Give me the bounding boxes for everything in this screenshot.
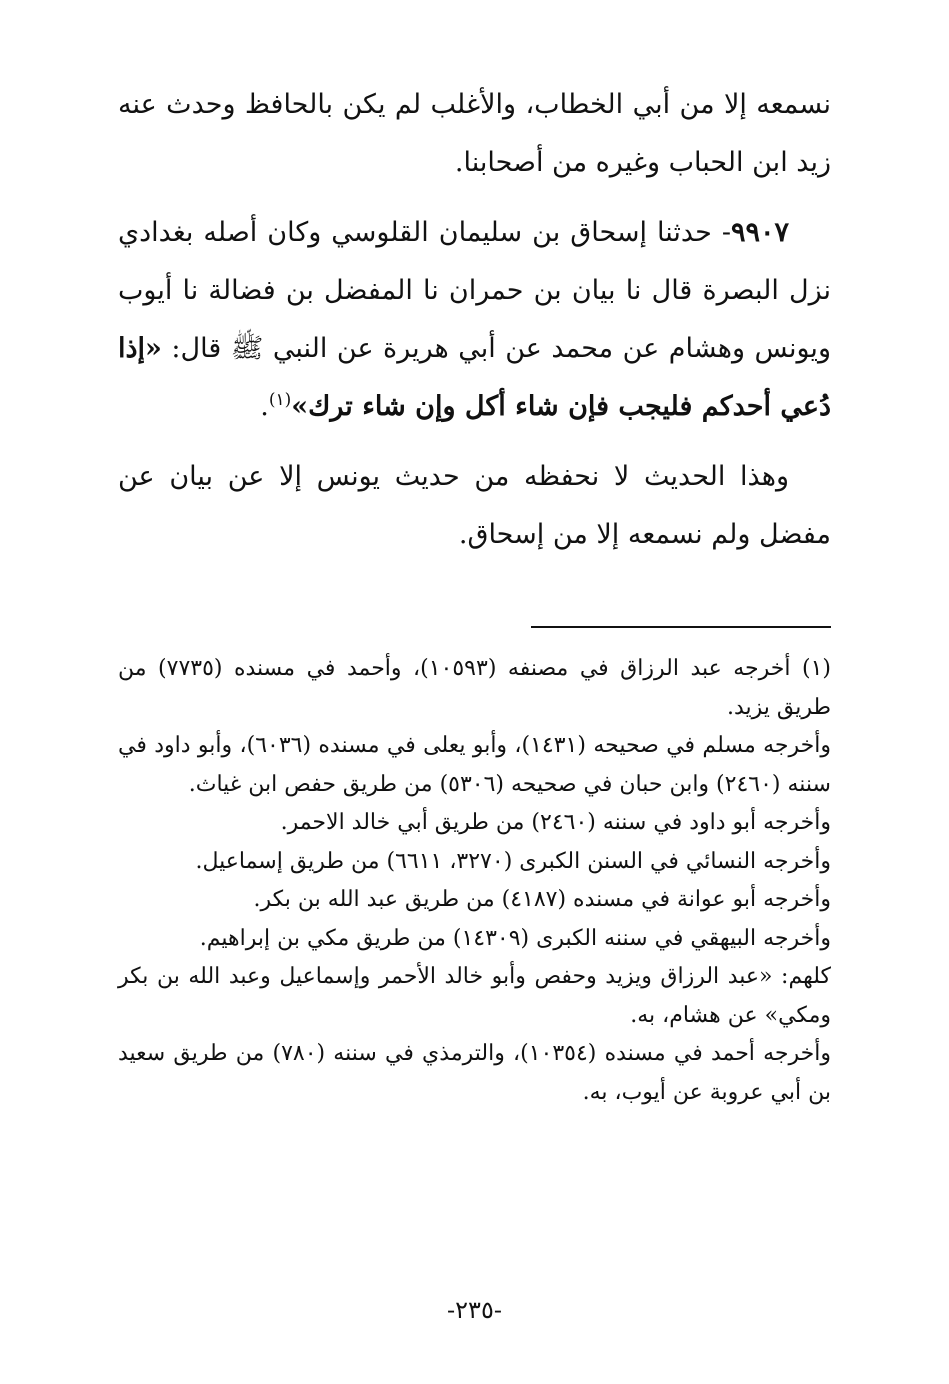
footnote-reference[interactable]: (١) (268, 390, 292, 410)
paragraph-intro: نسمعه إلا من أبي الخطاب، والأغلب لم يكن بالحافظ وحدث عنه زيد ابن الحباب وغيره من أصحابنا. (118, 89, 831, 178)
footnote-divider (531, 626, 831, 628)
footnote-line: وأخرجه النسائي في السنن الكبرى (٣٢٧٠، ٦٦١١) من طريق إسماعيل. (195, 848, 831, 874)
hadith-quote: «إذا دُعي أحدكم فليجب فإن شاء أكل وإن شاء ترك» (118, 333, 831, 422)
paragraph-commentary: وهذا الحديث لا نحفظه من حديث يونس إلا عن بيان عن مفضل ولم نسمعه إلا من إسحاق. (118, 461, 831, 550)
footnote-line: وأخرجه أبو داود في سننه (٢٤٦٠) من طريق أبي خالد الاحمر. (280, 810, 831, 835)
footnote-line: كلهم: «عبد الرزاق ويزيد وحفص وأبو خالد الأحمر وإسماعيل وعبد الله بن بكر ومكي» عن هشام، به. (118, 964, 831, 1028)
hadith-paragraph (118, 204, 831, 436)
hadith-dash: - (711, 217, 731, 248)
footnote-line: وأخرجه مسلم في صحيحه (١٤٣١)، وأبو يعلى في مسنده (٦٠٣٦)، وأبو داود في سننه (٢٤٦٠) وابن حبان في صحيحه (٥٣٠٦) من طريق حفص ابن غياث. (118, 733, 831, 797)
hadith-end: . (260, 391, 269, 422)
footnote-line: وأخرجه أحمد في مسنده (١٠٣٥٤)، والترمذي في سننه (٧٨٠) من طريق سعيد بن أبي عروبة عن أيوب، به. (118, 1041, 831, 1105)
hadith-number: ٩٩٠٧ (730, 217, 789, 248)
footnote-line: وأخرجه أبو عوانة في مسنده (٤١٨٧) من طريق عبد الله بن بكر. (253, 887, 831, 912)
page-number: -٢٣٥- (447, 1296, 502, 1324)
hadith-chain: حدثنا إسحاق بن سليمان القلوسي وكان أصله بغدادي نزل البصرة قال نا بيان بن حمران نا المفضل بن فضالة نا أيوب ويونس وهشام عن محمد عن أبي هريرة عن النبي ﷺ قال: (118, 217, 831, 364)
footnote-line: وأخرجه البيهقي في سننه الكبرى (١٤٣٠٩) من طريق مكي بن إبراهيم. (199, 925, 831, 951)
footnote-line: (١) أخرجه عبد الرزاق في مصنفه (١٠٥٩٣)، وأحمد في مسنده (٧٧٣٥) من طريق يزيد. (118, 656, 831, 720)
footnotes-section (118, 650, 831, 1112)
main-text (118, 76, 831, 576)
